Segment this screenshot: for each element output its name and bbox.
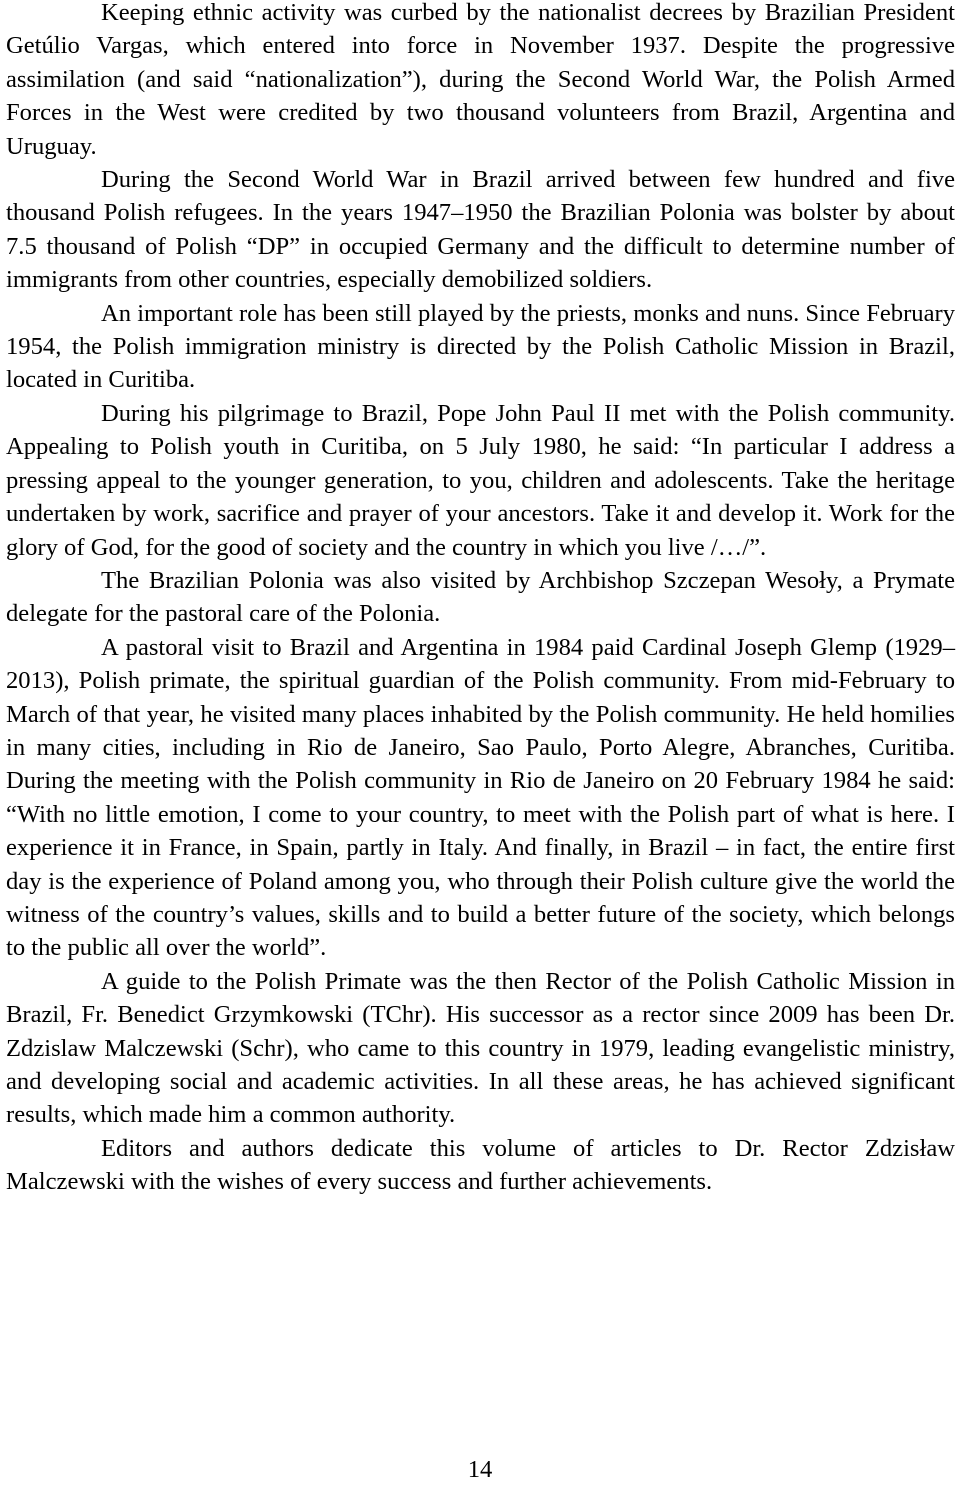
paragraph-clergy-role: An important role has been still played by the priests, monks and nuns. Since February 1954, the Polish immigration ministry is directed by the Polish Catholic Mission in Brazil, located in Curitiba. (6, 299, 955, 394)
paragraph-dedication: Editors and authors dedicate this volume of articles to Dr. Rector Zdzisław Malczewski with the wishes of every success and further achievements. (6, 1134, 955, 1196)
paragraph-archbishop-visit: The Brazilian Polonia was also visited by Archbishop Szczepan Wesoły, a Prymate delegate for the pastoral care of the Polonia. (6, 566, 955, 628)
paragraph-vargas-decrees: Keeping ethnic activity was curbed by the nationalist decrees by Brazilian President Getúlio Vargas, which entered into force in November 1937. Despite the progressive assimilation (and said “nationalization”), during the Second World War, the Polish Armed Forces in the West were credited by two thousand volunteers from Brazil, Argentina and Uruguay. (6, 0, 955, 160)
page-number: 14 (467, 1456, 493, 1483)
paragraph-cardinal-glemp: A pastoral visit to Brazil and Argentina in 1984 paid Cardinal Joseph Glemp (1929–2013), Polish primate, the spiritual guardian of the Polish community. From mid-February to March of that year, he visited many places inhabited by the Polish community. He held homilies in many cities, including in Rio de Janeiro, Sao Paulo, Porto Alegre, Abranches, Curitiba. During the meeting with the Polish community in Rio de Janeiro on 20 February 1984 he said: “With no little emotion, I come to your country, to meet with the Polish part of what is here. I experience it in France, in Spain, partly in Italy. And finally, in Brazil – in fact, the entire first day is the experience of Poland among you, who through their Polish culture give the world the witness of the country’s values, skills and to build a better future of the society, which belongs to the public all over the world”. (6, 633, 955, 962)
paragraph-rector: A guide to the Polish Primate was the then Rector of the Polish Catholic Mission in Brazil, Fr. Benedict Grzymkowski (TChr). His successor as a rector since 2009 has been Dr. Zdzislaw Malczewski (Schr), who came to this country in 1979, leading evangelistic ministry, and developing social and academic activities. In all these areas, he has achieved significant results, which made him a common authority. (6, 967, 955, 1129)
paragraph-refugees: During the Second World War in Brazil arrived between few hundred and five thousand Polish refugees. In the years 1947–1950 the Brazilian Polonia was bolster by about 7.5 thousand of Polish “DP” in occupied Germany and the difficult to determine number of immigrants from other countries, especially demobilized soldiers. (6, 166, 955, 294)
paragraph-pope-visit: During his pilgrimage to Brazil, Pope John Paul II met with the Polish community. Appealing to Polish youth in Curitiba, on 5 July 1980, he said: “In particular I address a pressing appeal to the younger generation, to you, children and adolescents. Take the heritage undertaken by work, sacrifice and prayer of your ancestors. Take it and develop it. Work for the glory of God, for the good of society and the country in which you live /…/”. (6, 399, 955, 561)
document-body (6, 0, 955, 1199)
